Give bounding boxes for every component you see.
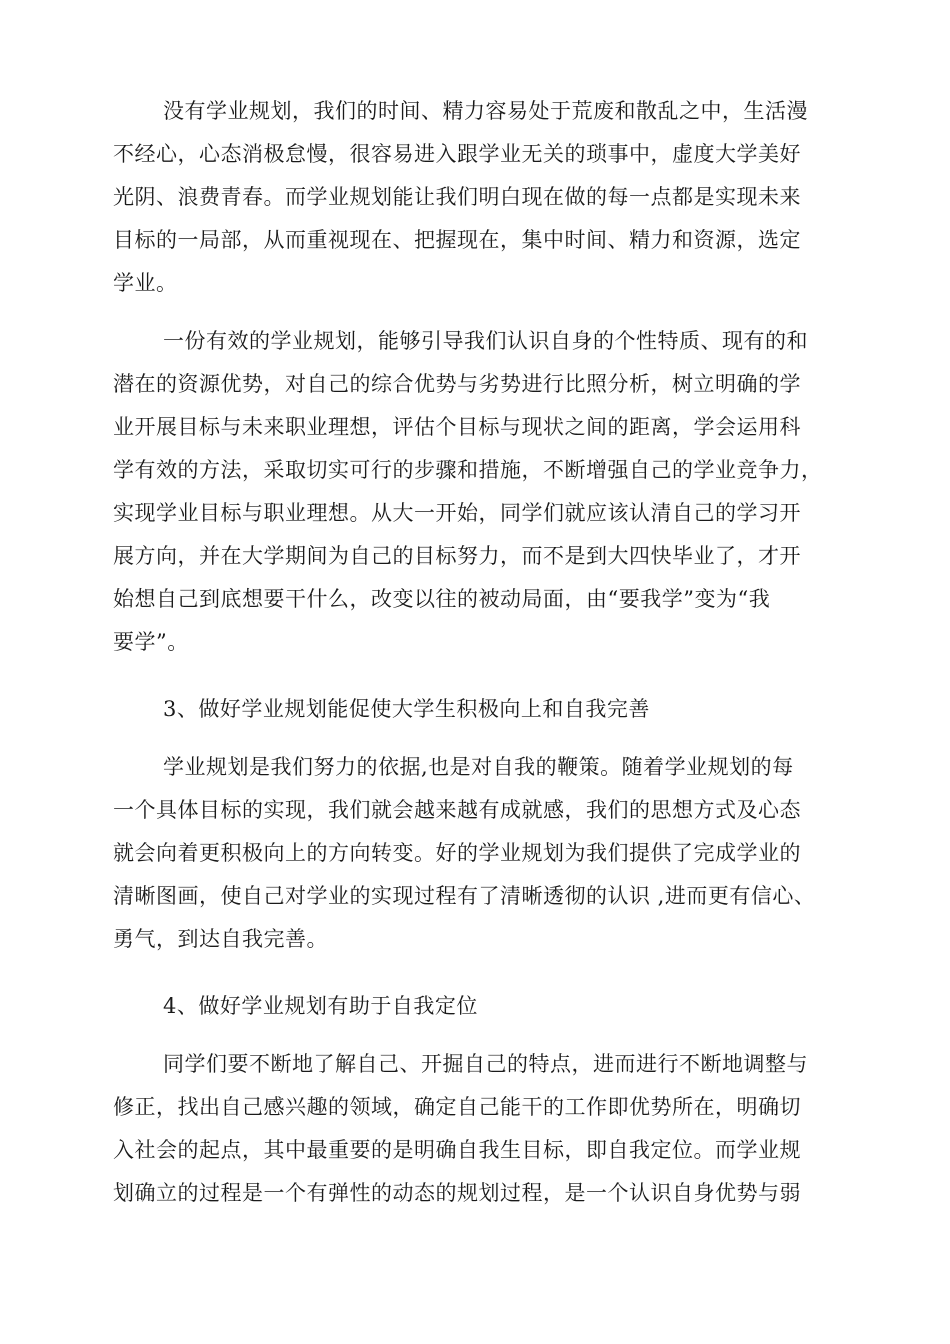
section-heading-4: 4、做好学业规划有助于自我定位 (163, 994, 478, 1018)
paragraph-2-line-3: 业开展目标与未来职业理想，评估个目标与现状之间的距离，学会运用科 (113, 415, 801, 439)
paragraph-1-line-4: 目标的一局部，从而重视现在、把握现在，集中时间、精力和资源，选定 (113, 228, 801, 252)
paragraph-2-line-8: 要学”。 (113, 630, 189, 654)
paragraph-2-line-6: 展方向，并在大学期间为自己的目标努力，而不是到大四快毕业了，才开 (113, 544, 801, 568)
paragraph-3-line-1: 学业规划是我们努力的依据,也是对自我的鞭策。随着学业规划的每 (163, 755, 794, 779)
paragraph-1-line-5: 学业。 (113, 271, 178, 295)
paragraph-4-line-3: 入社会的起点，其中最重要的是明确自我生目标，即自我定位。而学业规 (113, 1138, 801, 1162)
paragraph-3-line-3: 就会向着更积极向上的方向转变。好的学业规划为我们提供了完成学业的 (113, 841, 801, 865)
section-heading-3: 3、做好学业规划能促使大学生积极向上和自我完善 (163, 697, 650, 721)
paragraph-2-line-2: 潜在的资源优势，对自己的综合优势与劣势进行比照分析，树立明确的学 (113, 372, 801, 396)
paragraph-1-line-2: 不经心，心态消极怠慢，很容易进入跟学业无关的琐事中，虚度大学美好 (113, 142, 801, 166)
paragraph-3-line-2: 一个具体目标的实现，我们就会越来越有成就感，我们的思想方式及心态 (113, 798, 801, 822)
paragraph-4-line-4: 划确立的过程是一个有弹性的动态的规划过程，是一个认识自身优势与弱 (113, 1181, 801, 1205)
paragraph-2-line-5: 实现学业目标与职业理想。从大一开始，同学们就应该认清自己的学习开 (113, 501, 801, 525)
paragraph-2-line-7: 始想自己到底想要干什么，改变以往的被动局面，由“要我学”变为“我 (113, 587, 771, 611)
paragraph-4-line-2: 修正，找出自己感兴趣的领域，确定自己能干的工作即优势所在，明确切 (113, 1095, 801, 1119)
paragraph-4-line-1: 同学们要不断地了解自己、开掘自己的特点，进而进行不断地调整与 (163, 1052, 808, 1076)
paragraph-3-line-4: 清晰图画，使自己对学业的实现过程有了清晰透彻的认识 ,进而更有信心、 (113, 884, 816, 908)
paragraph-3-line-5: 勇气，到达自我完善。 (113, 927, 328, 951)
paragraph-2-line-1: 一份有效的学业规划，能够引导我们认识自身的个性特质、现有的和 (163, 329, 808, 353)
paragraph-2-line-4: 学有效的方法，采取切实可行的步骤和措施，不断增强自己的学业竞争力， (113, 458, 823, 482)
paragraph-1-line-1: 没有学业规划，我们的时间、精力容易处于荒废和散乱之中，生活漫 (163, 99, 808, 123)
paragraph-1-line-3: 光阴、浪费青春。而学业规划能让我们明白现在做的每一点都是实现未来 (113, 185, 801, 209)
